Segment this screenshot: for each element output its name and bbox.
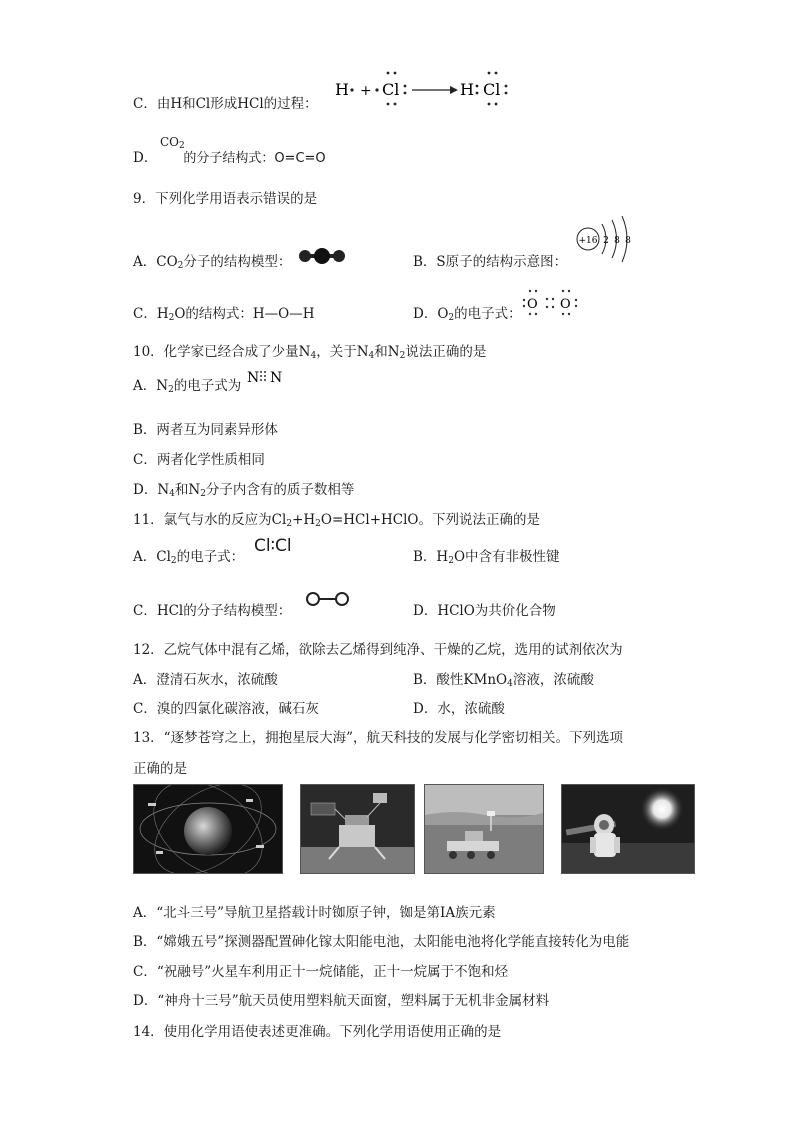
electron-dot [505, 85, 508, 88]
q8-option-d [133, 146, 326, 166]
electron-dot [568, 313, 570, 315]
shell-count: 2 [603, 236, 609, 246]
oxygen-atom [333, 250, 345, 262]
eq-h-left: H [335, 80, 349, 99]
q10-option-b: B．两者互为同素异形体 [133, 422, 278, 438]
cl-atom [336, 593, 348, 605]
electron-dot [488, 72, 491, 75]
electron-dot [529, 290, 531, 292]
q12-option-d: D．水，浓硫酸 [413, 701, 505, 717]
electron-dot [394, 103, 397, 106]
q12-option-a: A．澄清石灰水，浓硫酸 [133, 672, 278, 688]
electron-dot [476, 85, 479, 88]
electron-dot [535, 313, 537, 315]
q10-option-d: D．$N_4$和$N_2$分子内含有的质子数相等 [133, 482, 355, 499]
rover-illustration [425, 785, 543, 873]
electron-dot [476, 92, 479, 95]
photo-beidou-satellites [133, 784, 283, 874]
lander-illustration [301, 785, 414, 873]
electron-dot [495, 72, 498, 75]
astronaut-illustration [562, 785, 694, 873]
electron-dot [562, 290, 564, 292]
q8-option-c-text: C．由H和Cl形成HCl的过程： [133, 96, 318, 112]
hcl-formation-equation [332, 66, 522, 108]
q12-option-c: C．溴的四氯化碳溶液，碱石灰 [133, 701, 319, 717]
electron-dot [404, 92, 407, 95]
cl2-electron-formula: Cl∶Cl [254, 536, 292, 556]
eq-h-right: H [460, 80, 474, 99]
electron-dot [552, 298, 554, 300]
q12-stem: 12．乙烷气体中混有乙烯，欲除去乙烯得到纯净、干燥的乙烷，选用的试剂依次为 [133, 642, 623, 658]
electron-dot [535, 290, 537, 292]
eq-cl-left: Cl [382, 80, 400, 99]
q13-stem-line1: 13．“逐梦苍穹之上，拥抱星辰大海”，航天科技的发展与化学密切相关。下列选项 [133, 730, 623, 746]
oxygen-atom [299, 250, 311, 262]
electron-dot [575, 299, 577, 301]
electron-dot [546, 298, 548, 300]
eq-cl-right: Cl [483, 80, 501, 99]
electron-dot [505, 92, 508, 95]
nitrogen-right: N [270, 370, 283, 386]
electron-dot [260, 371, 262, 373]
q8-option-d-text: 的分子结构式：O=C=O [183, 151, 326, 166]
q10-option-a: A．$N_2$的电子式为 [133, 378, 242, 395]
electron-dot [264, 379, 266, 381]
q11-option-d: D．HClO为共价化合物 [413, 603, 556, 619]
nucleus-charge: +16 [578, 236, 598, 246]
electron-dot [387, 103, 390, 106]
electron-dot [264, 375, 266, 377]
o2-electron-formula [522, 288, 582, 318]
electron-dot [523, 299, 525, 301]
plus-sign: + [360, 83, 372, 99]
hcl-ball-stick-model [304, 589, 352, 609]
electron-dot [529, 313, 531, 315]
sulfur-atom-diagram [574, 214, 636, 264]
co2-formula-image: $CO_2$ [160, 135, 185, 151]
q9-option-b: B．S原子的结构示意图： [413, 254, 568, 270]
q14-stem: 14．使用化学用语使表述更准确。下列化学用语使用正确的是 [133, 1024, 502, 1040]
q13-option-a: A．“北斗三号”导航卫星搭载计时铷原子钟，铷是第ⅠA族元素 [133, 905, 496, 921]
carbon-atom [314, 248, 330, 264]
shell-count: 8 [614, 236, 620, 246]
electron-dot [260, 375, 262, 377]
co2-ball-stick-model [296, 247, 348, 265]
electron-dot [264, 371, 266, 373]
electron-dot [568, 290, 570, 292]
q11-option-b: B．$H_2O$中含有非极性键 [413, 549, 560, 566]
electron-dot [495, 103, 498, 106]
electron-dot [387, 72, 390, 75]
q13-option-d: D．“神舟十三号”航天员使用塑料航天面窗，塑料属于无机非金属材料 [133, 993, 550, 1009]
q13-stem-line2: 正确的是 [133, 761, 187, 777]
electron-dot [562, 313, 564, 315]
n2-electron-formula [246, 365, 288, 387]
oxygen-left: O [527, 297, 538, 312]
electron-dot [350, 88, 353, 91]
electron-dot [575, 305, 577, 307]
electron-dot [260, 379, 262, 381]
q13-option-b: B．“嫦娥五号”探测器配置砷化镓太阳能电池，太阳能电池将化学能直接转化为电能 [133, 934, 630, 950]
h-atom [307, 593, 319, 605]
q12-option-b: B．酸性KMnO$_4$溶液，浓硫酸 [413, 672, 594, 689]
q10-stem: 10．化学家已经合成了少量$N_4$，关于$N_4$和$N_2$说法正确的是 [133, 344, 487, 361]
q11-stem: 11．氯气与水的反应为$Cl_2+H_2O=HCl+HClO$。下列说法正确的是 [133, 512, 540, 529]
photo-change5-lander [300, 784, 415, 874]
electron-dot [488, 103, 491, 106]
photo-zhurong-rover [424, 784, 544, 874]
electron-dot [394, 72, 397, 75]
oxygen-right: O [560, 297, 571, 312]
q13-option-c: C．“祝融号”火星车利用正十一烷储能，正十一烷属于不饱和烃 [133, 964, 509, 980]
q11-option-c: C．HCl的分子结构模型： [133, 603, 292, 619]
q8-option-d-label: D． [133, 150, 158, 166]
q9-option-a: A．$CO_2$分子的结构模型： [133, 254, 292, 271]
electron-dot [523, 305, 525, 307]
shell-count: 8 [625, 236, 631, 246]
q9-option-d: D．$O_2$的电子式： [413, 306, 522, 323]
electron-dot [552, 306, 554, 308]
photo-shenzhou13-astronaut [561, 784, 695, 874]
q8-option-c [133, 92, 318, 112]
electron-dot [375, 88, 378, 91]
reaction-arrow-head [450, 86, 458, 94]
q10-option-c: C．两者化学性质相同 [133, 452, 265, 468]
electron-dot [404, 85, 407, 88]
electron-dot [546, 306, 548, 308]
nitrogen-left: N [247, 370, 260, 386]
q9-stem: 9．下列化学用语表示错误的是 [133, 191, 318, 207]
q11-option-a: A．$Cl_2$的电子式： [133, 549, 245, 566]
satellite-illustration [134, 785, 282, 873]
q9-option-c: C．$H_2O$的结构式：H—O—H [133, 306, 315, 323]
